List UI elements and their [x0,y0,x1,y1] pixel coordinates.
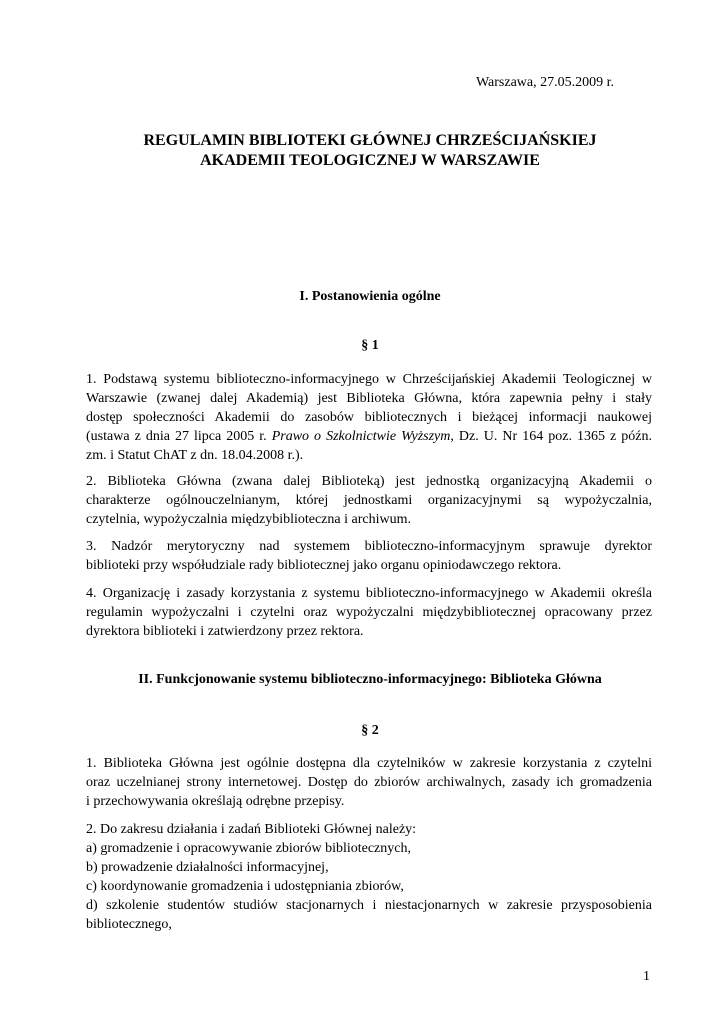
section-1-point-1 [86,370,652,465]
text-line [86,427,652,446]
text-line: 2. Biblioteka Główna (zwana dalej Biblioteką) jest jednostką organizacyjną Akademii o [86,474,652,489]
list-item: c) koordynowanie gromadzenia i udostępniania zbiorów, [86,879,404,894]
text-line: 1. Biblioteka Główna jest ogólnie dostępna dla czytelników w zakresie korzystania z czytelni [86,756,652,771]
text-line: biblioteki przy współudziale rady bibliotecznej jako organu opiniodawczego rektora. [86,558,562,573]
text-line: i przechowywania określają odrębne przepisy. [86,794,345,809]
list-intro: 2. Do zakresu działania i zadań Biblioteki Głównej należy: [86,822,417,837]
list-item: d) szkolenie studentów studiów stacjonarnych i niestacjonarnych w zakresie przysposobienia [86,898,652,913]
text-line: 4. Organizację i zasady korzystania z systemu biblioteczno-informacyjnego w Akademii określa [86,586,652,601]
text-line: 1. Podstawą systemu biblioteczno-informacyjnego w Chrześcijańskiej Akademii Teologicznej w [86,372,652,387]
title-line-2: AKADEMII TEOLOGICZNEJ W WARSZAWIE [200,152,540,169]
text-line: oraz uczelnianej strony internetowej. Dostęp do zbiorów archiwalnych, zasady ich gromadzenia [86,775,652,790]
section-2-heading: II. Funkcjonowanie systemu biblioteczno-informacyjnego: Biblioteka Główna [138,672,602,687]
text-line: dyrektora biblioteki i zatwierdzony przez rektora. [86,624,364,639]
text-line: regulamin wypożyczalni i czytelni oraz wypożyczalni międzybibliotecznej opracowany przez [86,605,652,620]
section-1-point-4 [86,584,652,641]
section-1-heading: I. Postanowienia ogólne [299,289,441,304]
document-date: Warszawa, 27.05.2009 r. [475,75,614,90]
text-fragment: (ustawa z dnia 27 lipca 2005 r. [86,429,272,444]
text-line: dostęp społeczności Akademii do zasobów bibliotecznych i bieżącej informacji naukowej [86,410,652,425]
section-1-point-2 [86,472,652,529]
text-line: Warszawie (zwanej dalej Akademią) jest Biblioteka Główna, która zapewnia pełny i stały [86,391,652,406]
page-number: 1 [643,969,650,984]
text-line: zm. i Statut ChAT z dn. 18.04.2008 r.). [86,448,304,463]
document-title [86,131,654,171]
text-line: czytelnia, wypożyczalnia międzybiblioteczna i archiwum. [86,512,411,527]
section-2-point-2 [86,820,652,934]
section-1-paragraph-mark: § 1 [361,338,379,353]
list-item-continuation: bibliotecznego, [86,917,172,932]
section-2-point-1 [86,754,652,811]
title-line-1: REGULAMIN BIBLIOTEKI GŁÓWNEJ CHRZEŚCIJAŃSKIEJ [143,132,597,149]
section-2-paragraph-mark: § 2 [361,723,379,738]
act-title: Prawo o Szkolnictwie Wyższym [271,429,451,444]
list-item: a) gromadzenie i opracowywanie zbiorów bibliotecznych, [86,841,411,856]
text-fragment: , Dz. U. Nr 164 poz. 1365 z późn. [450,429,652,444]
text-line: 3. Nadzór merytoryczny nad systemem biblioteczno-informacyjnym sprawuje dyrektor [86,539,652,554]
list-item: b) prowadzenie działalności informacyjnej, [86,860,329,875]
section-1-point-3 [86,537,652,575]
text-line: charakterze ogólnouczelnianym, której jednostkami organizacyjnymi są wypożyczalnia, [86,493,652,508]
